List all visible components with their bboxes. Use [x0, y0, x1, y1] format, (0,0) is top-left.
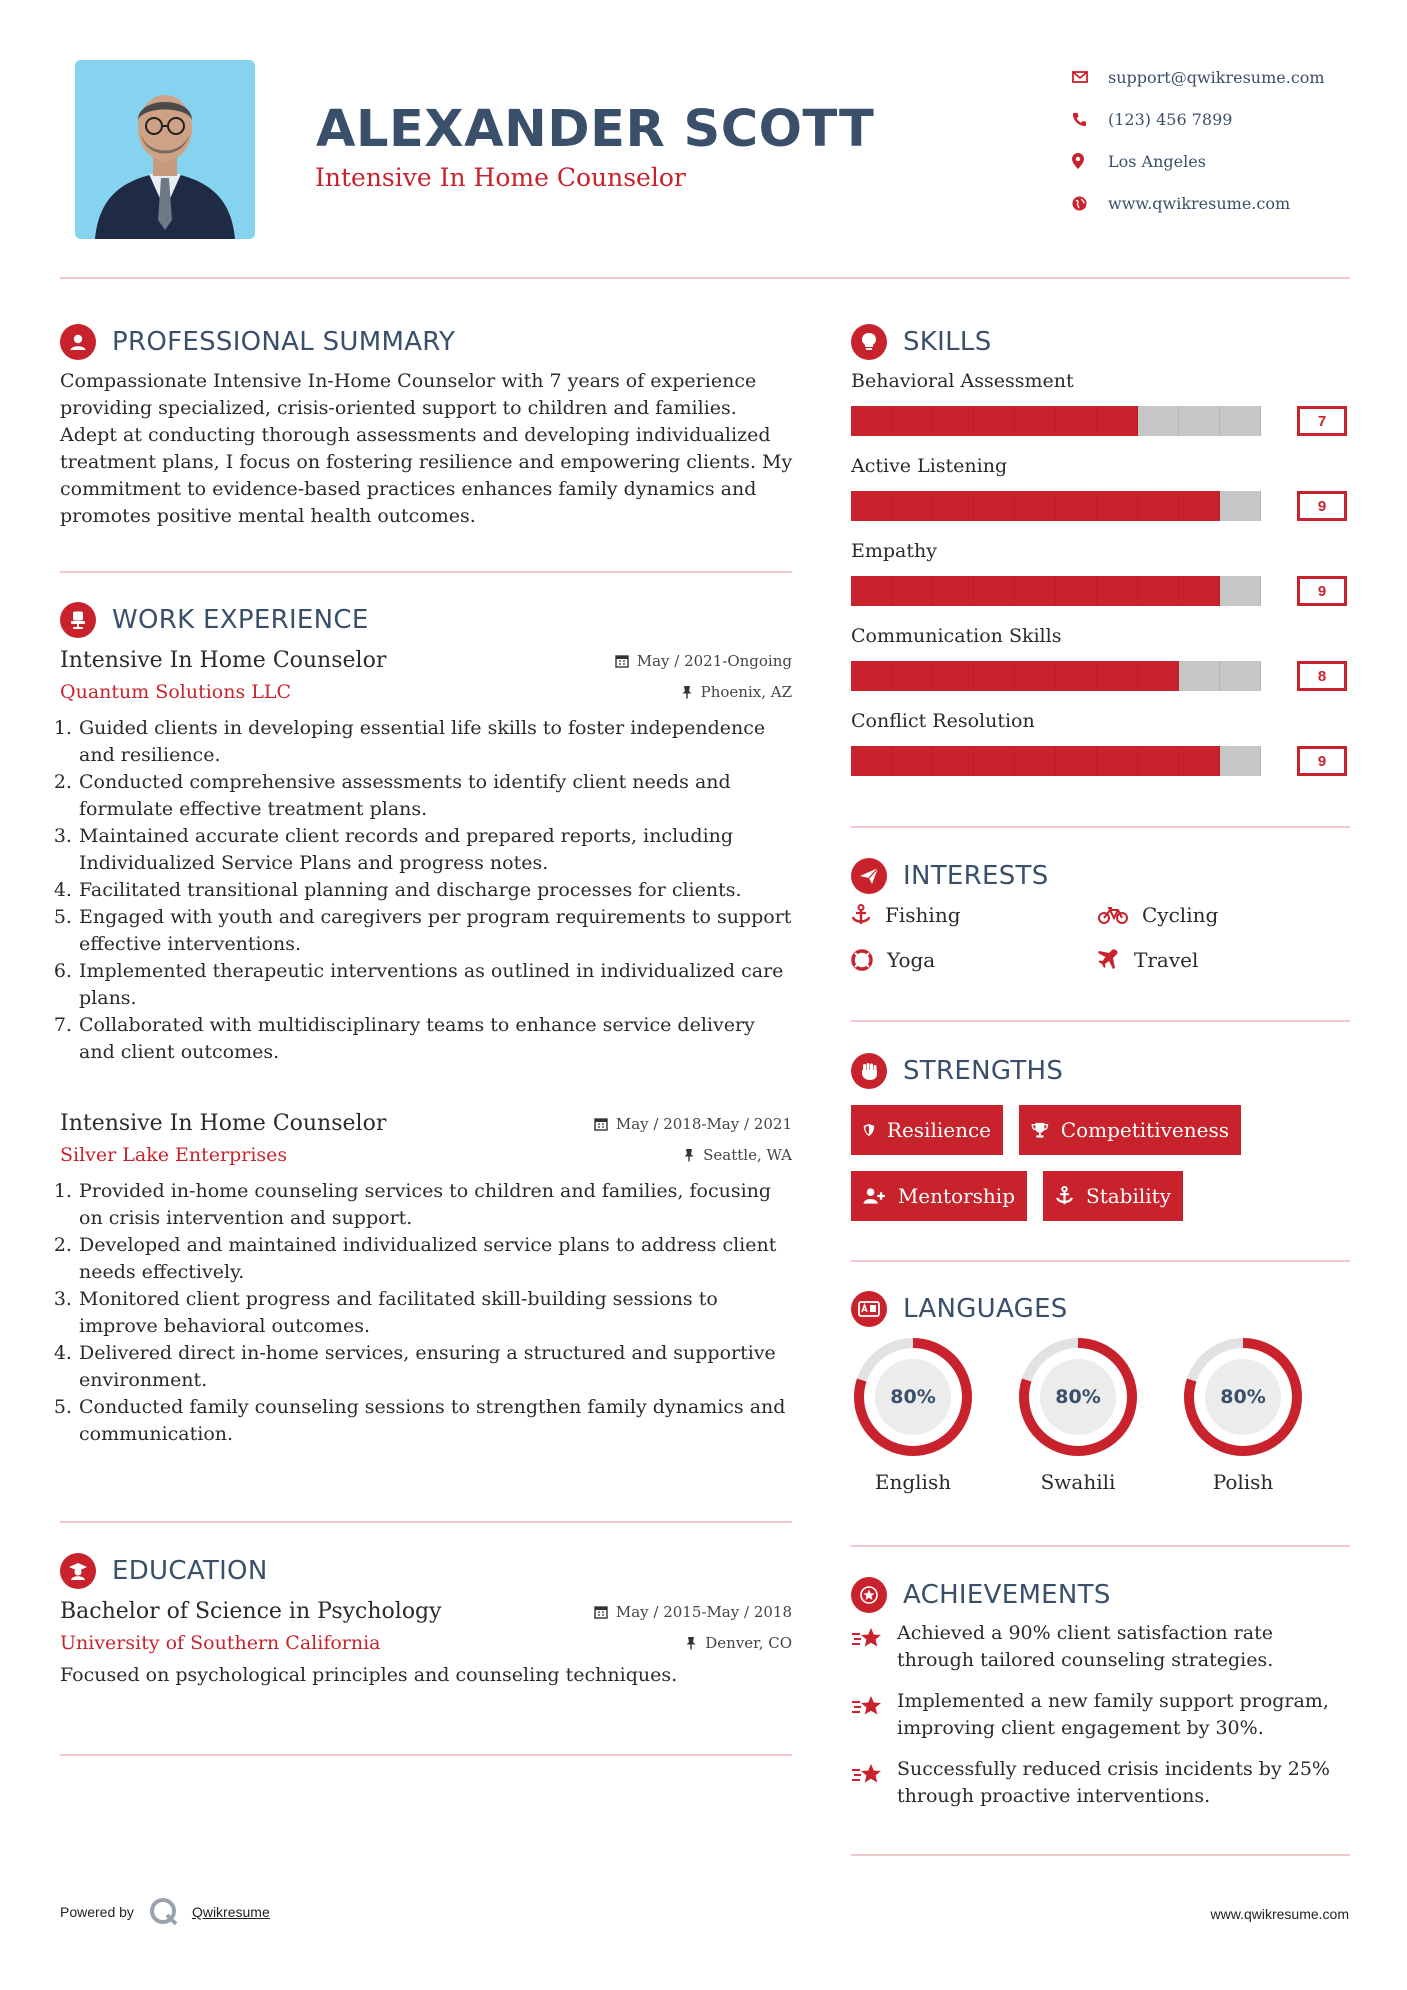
map-pin-icon	[1072, 153, 1108, 169]
skill-bar	[851, 576, 1347, 606]
contact-website[interactable]	[1072, 182, 1372, 224]
language-percent: 80%	[1055, 1386, 1101, 1408]
skill-bar-segment	[1015, 406, 1056, 436]
skill-bar-segment	[892, 746, 933, 776]
skill-bar-segment	[1179, 406, 1220, 436]
job-bullet: 4. Facilitated transitional planning and discharge processes for clients.	[78, 877, 792, 904]
summary-text: Compassionate Intensive In-Home Counselor with 7 years of experience providing specialized, crisis-oriented support to children and families. Adept at conducting thorough assessments and developing individualized treatment plans, I focus on fostering resilience and empowering clients. My commitment to evidence-based practices enhances family dynamics and promotes positive mental health outcomes.	[60, 370, 793, 527]
skill-bar-segment	[1056, 406, 1097, 436]
skill-bar-segment	[892, 491, 933, 521]
fist-icon	[851, 1053, 887, 1089]
achievements-heading-label: ACHIEVEMENTS	[903, 1580, 1111, 1610]
skill-bar-segment	[1220, 491, 1261, 521]
language-item	[1016, 1335, 1140, 1494]
skill-bar-segment	[1056, 746, 1097, 776]
pushpin-icon	[683, 1148, 695, 1162]
footer-website[interactable]: www.qwikresume.com	[1210, 1906, 1349, 1922]
skill-bar-segment	[1138, 491, 1179, 521]
interest-label: Travel	[1134, 948, 1199, 972]
education-dates	[594, 1603, 792, 1621]
skill-bar	[851, 746, 1347, 776]
achievement-item	[851, 1688, 1351, 1742]
skill-bar-segment	[933, 576, 974, 606]
skill-score: 9	[1297, 576, 1347, 606]
chair-icon	[60, 602, 96, 638]
skills-list	[851, 370, 1349, 795]
education-location-text: Denver, CO	[705, 1634, 792, 1652]
skill-bar-segment	[1138, 576, 1179, 606]
skill-bar-segment	[851, 406, 892, 436]
language-icon	[851, 1291, 887, 1327]
language-name: English	[874, 1470, 952, 1494]
strength-label: Stability	[1086, 1184, 1171, 1208]
education-description: Focused on psychological principles and counseling techniques.	[60, 1664, 678, 1686]
achievements-heading	[851, 1577, 1111, 1613]
skill-name: Empathy	[851, 540, 937, 562]
contact-phone[interactable]	[1072, 98, 1372, 140]
skill-item	[851, 455, 1349, 540]
brand-link[interactable]: Qwikresume	[191, 1904, 270, 1920]
interests-divider	[851, 1020, 1350, 1022]
job-bullets	[60, 1178, 792, 1448]
candidate-name: ALEXANDER SCOTT	[316, 100, 875, 159]
job-bullet: 6. Implemented therapeutic interventions as outlined in individualized care plans.	[78, 958, 792, 1012]
skill-item	[851, 370, 1349, 455]
contact-location-text: Los Angeles	[1108, 151, 1206, 171]
globe-icon	[1072, 196, 1108, 211]
skill-bar-segment	[1097, 491, 1138, 521]
job-bullet: 3. Monitored client progress and facilitated skill-building sessions to improve behavioral outcomes.	[78, 1286, 792, 1340]
shooting-star-icon	[851, 1626, 885, 1650]
interest-item	[851, 903, 961, 927]
skill-bar-segment	[933, 661, 974, 691]
interest-label: Fishing	[885, 903, 961, 927]
shooting-star-icon	[851, 1694, 885, 1718]
skill-name: Conflict Resolution	[851, 710, 1035, 732]
job-entry	[60, 648, 792, 1066]
skill-bar-segment	[1015, 576, 1056, 606]
shooting-star-icon	[851, 1762, 885, 1786]
achievement-item	[851, 1756, 1351, 1810]
skill-name: Communication Skills	[851, 625, 1062, 647]
skill-bar	[851, 406, 1347, 436]
job-bullet: 7. Collaborated with multidisciplinary teams to enhance service delivery and client outcomes.	[78, 1012, 792, 1066]
achievements-divider	[851, 1854, 1350, 1856]
skill-bar-segment	[974, 746, 1015, 776]
skill-name: Behavioral Assessment	[851, 370, 1074, 392]
job-bullet: 1. Provided in-home counseling services to children and families, focusing on crisis intervention and support.	[78, 1178, 792, 1232]
skill-bar-segment	[1220, 661, 1261, 691]
skill-bar-segment	[1097, 576, 1138, 606]
interest-item	[1098, 948, 1198, 972]
job-location	[683, 1146, 792, 1164]
skill-bar-segment	[851, 746, 892, 776]
language-percent: 80%	[1220, 1386, 1266, 1408]
job-company: Quantum Solutions LLC	[60, 681, 292, 703]
job-bullet: 3. Maintained accurate client records and prepared reports, including Individualized Service Plans and progress notes.	[78, 823, 792, 877]
contact-location	[1072, 140, 1372, 182]
strengths-divider	[851, 1260, 1350, 1262]
job-bullet: 5. Engaged with youth and caregivers per program requirements to support effective interventions.	[78, 904, 792, 958]
skill-bar	[851, 661, 1347, 691]
languages-divider	[851, 1545, 1350, 1547]
lightbulb-icon	[851, 324, 887, 360]
skill-bar-segment	[933, 406, 974, 436]
language-item	[1181, 1335, 1305, 1494]
education-degree: Bachelor of Science in Psychology	[60, 1599, 442, 1624]
job-bullet: 1. Guided clients in developing essential life skills to foster independence and resilience.	[78, 715, 792, 769]
skill-score: 9	[1297, 746, 1347, 776]
education-school: University of Southern California	[60, 1632, 381, 1654]
contact-phone-text: (123) 456 7899	[1108, 109, 1233, 129]
summary-divider	[60, 571, 792, 573]
skill-score: 8	[1297, 661, 1347, 691]
job-location-text: Phoenix, AZ	[700, 683, 792, 701]
interests-heading	[851, 858, 1049, 894]
job-entry	[60, 1111, 792, 1448]
skill-bar-segment	[1097, 661, 1138, 691]
achievement-text: Achieved a 90% client satisfaction rate through tailored counseling strategies.	[897, 1622, 1274, 1671]
skill-bar-segment	[1097, 406, 1138, 436]
skill-bar-segment	[1220, 406, 1261, 436]
strengths-heading-label: STRENGTHS	[903, 1056, 1064, 1086]
strength-badge	[1043, 1171, 1183, 1221]
job-bullet: 2. Conducted comprehensive assessments to identify client needs and formulate effective treatment plans.	[78, 769, 792, 823]
contact-email[interactable]	[1072, 56, 1372, 98]
lifebuoy-icon	[851, 949, 873, 971]
skill-bar-segment	[892, 661, 933, 691]
footer-brand	[60, 1896, 270, 1928]
header-divider	[60, 277, 1350, 279]
interest-label: Cycling	[1142, 903, 1219, 927]
strengths-heading	[851, 1053, 1063, 1089]
languages-heading-label: LANGUAGES	[903, 1294, 1068, 1324]
job-title: Intensive In Home Counselor	[60, 648, 387, 673]
skill-bar-segment	[1179, 661, 1220, 691]
language-name: Swahili	[1040, 1470, 1116, 1494]
skill-bar-segment	[1179, 576, 1220, 606]
anchor-icon	[851, 904, 871, 926]
plane-icon	[1098, 949, 1120, 971]
skill-item	[851, 710, 1349, 795]
profile-photo	[75, 60, 255, 239]
summary-heading-label: PROFESSIONAL SUMMARY	[112, 327, 456, 357]
skill-bar-segment	[851, 491, 892, 521]
powered-by-text: Powered by	[60, 1904, 134, 1920]
skill-bar-segment	[974, 576, 1015, 606]
skill-bar-segment	[1138, 661, 1179, 691]
job-dates-text: May / 2021-Ongoing	[636, 651, 792, 670]
graduate-icon	[60, 1553, 96, 1589]
strength-badge	[1019, 1105, 1241, 1155]
job-dates-text: May / 2018-May / 2021	[615, 1114, 792, 1133]
education-location	[685, 1634, 792, 1652]
education-divider	[60, 1754, 792, 1756]
star-badge-icon	[851, 1577, 887, 1613]
interests-heading-label: INTERESTS	[903, 861, 1049, 891]
interest-item	[851, 948, 935, 972]
job-title: Intensive In Home Counselor	[60, 1111, 387, 1136]
skill-bar-segment	[1220, 746, 1261, 776]
paper-plane-icon	[851, 858, 887, 894]
interest-item	[1098, 903, 1218, 927]
skill-bar-segment	[1015, 661, 1056, 691]
skill-item	[851, 625, 1349, 710]
skill-name: Active Listening	[851, 455, 1008, 477]
user-icon	[60, 324, 96, 360]
calendar-icon	[594, 1117, 608, 1131]
skill-bar-segment	[851, 661, 892, 691]
skill-bar-segment	[1179, 746, 1220, 776]
pushpin-icon	[685, 1636, 697, 1650]
skill-bar-segment	[1179, 491, 1220, 521]
language-item	[851, 1335, 975, 1494]
contact-website-text: www.qwikresume.com	[1108, 193, 1291, 213]
achievement-text: Implemented a new family support program, improving client engagement by 30%.	[897, 1690, 1329, 1739]
job-dates	[615, 652, 792, 670]
job-dates	[594, 1115, 792, 1133]
skill-bar-segment	[1056, 576, 1097, 606]
calendar-icon	[594, 1605, 608, 1619]
qwikresume-logo-icon	[148, 1896, 180, 1928]
strength-label: Resilience	[886, 1118, 991, 1142]
job-company: Silver Lake Enterprises	[60, 1144, 288, 1166]
languages-heading	[851, 1291, 1068, 1327]
phone-icon	[1072, 112, 1108, 127]
language-percent: 80%	[890, 1386, 936, 1408]
skill-bar-segment	[1097, 746, 1138, 776]
achievement-text: Successfully reduced crisis incidents by 25% through proactive interventions.	[897, 1758, 1330, 1807]
interest-label: Yoga	[887, 948, 936, 972]
bicycle-icon	[1098, 905, 1128, 925]
work-heading-label: WORK EXPERIENCE	[112, 605, 369, 635]
education-dates-text: May / 2015-May / 2018	[615, 1602, 792, 1621]
skill-bar-segment	[1220, 576, 1261, 606]
skills-divider	[851, 826, 1350, 828]
skill-item	[851, 540, 1349, 625]
skill-bar-segment	[933, 746, 974, 776]
pushpin-icon	[681, 685, 693, 699]
contact-email-text: support@qwikresume.com	[1108, 67, 1325, 87]
skill-bar-segment	[1015, 746, 1056, 776]
job-location	[681, 683, 792, 701]
strength-label: Competitiveness	[1060, 1118, 1229, 1142]
trophy-icon	[1031, 1121, 1049, 1139]
skill-bar-segment	[1056, 661, 1097, 691]
shield-icon	[863, 1121, 875, 1139]
skill-bar	[851, 491, 1347, 521]
work-divider	[60, 1521, 792, 1523]
skill-bar-segment	[851, 576, 892, 606]
calendar-icon	[615, 654, 629, 668]
summary-heading	[60, 324, 455, 360]
strength-label: Mentorship	[897, 1184, 1015, 1208]
candidate-title: Intensive In Home Counselor	[315, 163, 686, 192]
skill-bar-segment	[1138, 746, 1179, 776]
anchor-icon	[1055, 1186, 1074, 1206]
skill-bar-segment	[933, 491, 974, 521]
job-bullet: 5. Conducted family counseling sessions to strengthen family dynamics and communication.	[78, 1394, 792, 1448]
skill-bar-segment	[974, 661, 1015, 691]
envelope-icon	[1072, 71, 1108, 83]
skill-bar-segment	[974, 406, 1015, 436]
achievement-item	[851, 1620, 1351, 1674]
strength-badge	[851, 1105, 1003, 1155]
skill-bar-segment	[892, 406, 933, 436]
language-name: Polish	[1212, 1470, 1274, 1494]
strength-badge	[851, 1171, 1027, 1221]
job-bullets	[60, 715, 792, 1066]
job-bullet: 2. Developed and maintained individualized service plans to address client needs effectively.	[78, 1232, 792, 1286]
skill-bar-segment	[1138, 406, 1179, 436]
job-bullet: 4. Delivered direct in-home services, ensuring a structured and supportive environment.	[78, 1340, 792, 1394]
skills-heading-label: SKILLS	[903, 327, 992, 357]
work-heading	[60, 602, 369, 638]
education-heading-label: EDUCATION	[112, 1556, 268, 1586]
education-entry	[60, 1599, 792, 1686]
achievement-list	[851, 1620, 1351, 1824]
skill-bar-segment	[1056, 491, 1097, 521]
user-plus-icon	[863, 1187, 886, 1205]
skill-bar-segment	[892, 576, 933, 606]
education-heading	[60, 1553, 268, 1589]
job-location-text: Seattle, WA	[703, 1146, 792, 1164]
skill-score: 7	[1297, 406, 1347, 436]
contact-list	[1072, 56, 1372, 224]
skill-score: 9	[1297, 491, 1347, 521]
skills-heading	[851, 324, 992, 360]
skill-bar-segment	[974, 491, 1015, 521]
skill-bar-segment	[1015, 491, 1056, 521]
